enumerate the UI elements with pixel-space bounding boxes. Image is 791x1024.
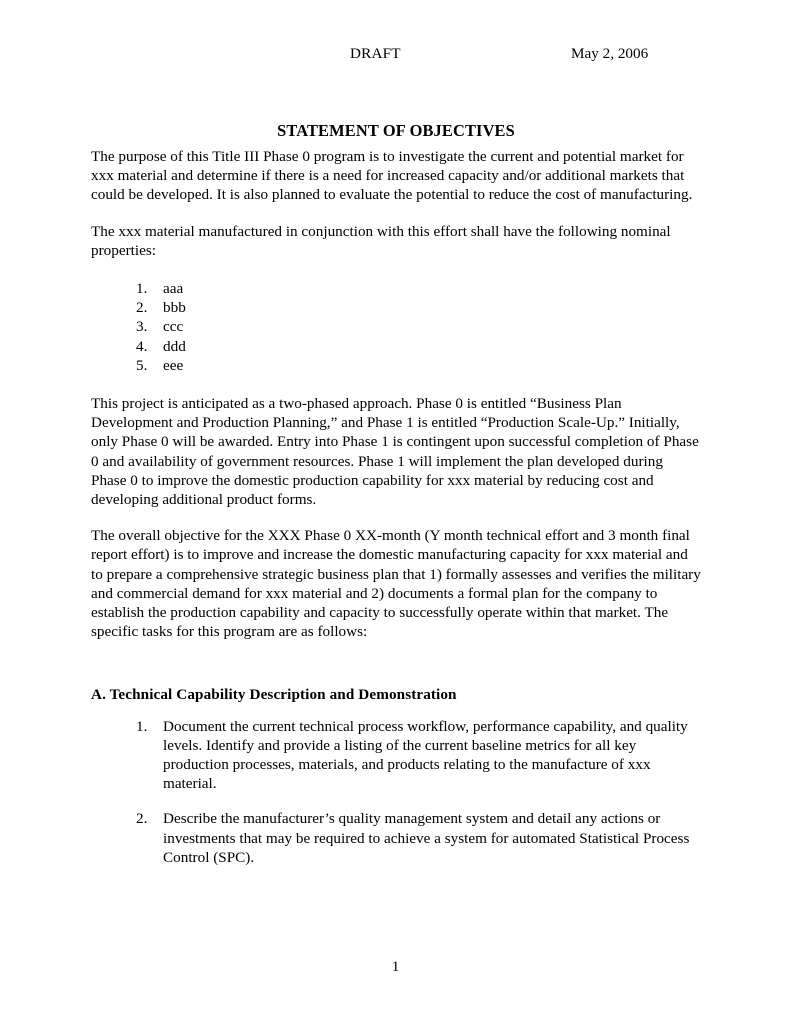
list-item [91,717,701,794]
list-item-marker: 2. [136,299,148,317]
list-item-text: aaa [163,280,184,298]
list-item [91,298,701,317]
list-item [91,356,701,375]
document-body [91,147,701,867]
section-heading-a: A. Technical Capability Description and Demonstration [91,686,457,704]
header-date-label: May 2, 2006 [571,45,649,62]
list-item-text: ddd [163,337,186,355]
section-a-task-list [91,717,701,867]
list-item-marker: 1. [136,280,148,298]
list-item-text: ccc [163,318,184,336]
list-item-marker: 5. [136,356,148,374]
list-item [91,809,701,867]
header-draft-label: DRAFT [350,45,401,62]
running-header [91,44,701,64]
list-item-marker: 2. [136,810,148,828]
list-item-text: bbb [163,299,186,317]
paragraph-properties-intro: The xxx material manufactured in conjunction with this effort shall have the following nominal properties: [91,222,671,259]
list-item [91,317,701,336]
list-item-text: Describe the manufacturer’s quality management system and detail any actions or investments that may be required to achieve a system for automated Statistical Process Control (SPC). [163,810,690,866]
list-item-marker: 4. [136,337,148,355]
list-item [91,279,701,298]
page-title: STATEMENT OF OBJECTIVES [277,120,515,140]
list-item-marker: 1. [136,717,148,735]
nominal-properties-list [91,279,701,375]
list-item [91,337,701,356]
paragraph-two-phased-approach: This project is anticipated as a two-phased approach. Phase 0 is entitled “Business Plan Development and Production Planning,” and Phase 1 is entitled “Production Scale-Up.” Initially, only Phase 0 will be awarded. Entry into Phase 1 is contingent upon successful completion of Phase 0 and availability of government resources. Phase 1 will implement the plan developed during Phase 0 to improve the domestic production capability for xxx material by reducing cost and developing additional product forms. [91,395,699,509]
list-item-marker: 3. [136,318,148,336]
paragraph-overall-objective: The overall objective for the XXX Phase 0 XX-month (Y month technical effort and 3 month final report effort) is to improve and increase the domestic manufacturing capacity for xxx material and to prepare a comprehensive strategic business plan that 1) formally assesses and verifies the military and commercial demand for xxx material and 2) documents a formal plan for the company to establish the production capability and capacity to successfully operate within that market. The specific tasks for this program are as follows: [91,527,701,641]
list-item-text: Document the current technical process workflow, performance capability, and quality levels. Identify and provide a listing of the current baseline metrics for all key production processes, materials, and products relating to the manufacture of xxx material. [163,717,688,793]
list-item-text: eee [163,356,184,374]
paragraph-purpose: The purpose of this Title III Phase 0 program is to investigate the current and potential market for xxx material and determine if there is a need for increased capacity and/or additional markets that could be developed. It is also planned to evaluate the potential to reduce the cost of manufacturing. [91,148,693,204]
footer-page-number: 1 [391,958,400,975]
